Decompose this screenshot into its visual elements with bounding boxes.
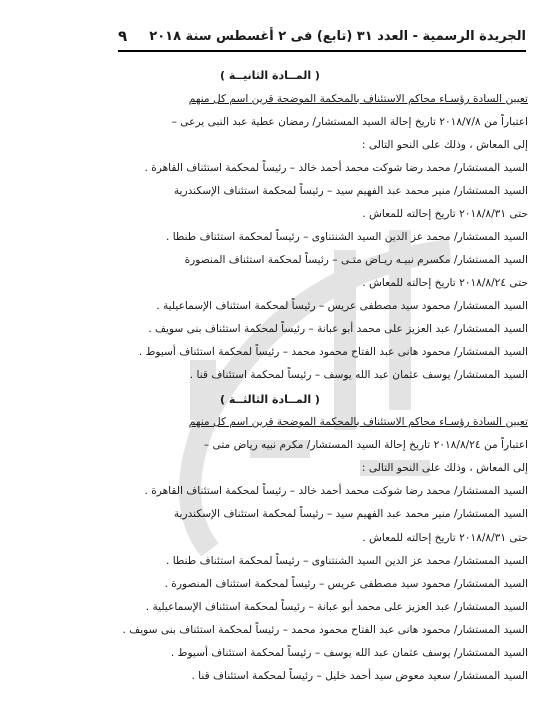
text-line: السيد المستشار/ محمود هانى عبد الفتاح محمود محمد – رئيساً لمحكمة استئناف بنى سويف . xyxy=(122,624,528,636)
text-line: السيد المستشار/ يوسف عثمان عبد الله يوسف – رئيساً لمحكمة استئناف أسيوط . xyxy=(170,647,528,659)
text-line: السيد المستشار/ مكسرم نبيـه ريـاض متـى – رئيساً لمحكمة استئناف المنصورة xyxy=(184,254,528,266)
text-line: حتى ٢٠١٨/٨/٣١ تاريخ إحالته للمعاش . xyxy=(362,532,528,544)
text-line: السيد المستشار/ محمود سيد مصطفى عريس – رئيساً لمحكمة استئناف المنصورة . xyxy=(164,578,528,590)
text-line: اعتباراً من ٢٠١٨/٧/٨ تاريخ إحالة السيد المستشار/ رمضان عطية عبد النبى يرعى – xyxy=(171,116,528,128)
text-line: السيد المستشار/ عبد العزيز على محمد أبو عبانة – رئيساً لمحكمة استئناف بنى سويف . xyxy=(148,323,528,335)
text-line: تعيين السادة رؤسـاء محاكم الاستئناف بالمحكمة الموضحة قرين اسم كل منهم xyxy=(188,416,528,428)
text-line: السيد المستشار/ منير محمد عبد الفهيم سيد – رئيساً لمحكمة استئناف الإسكندرية xyxy=(173,185,528,197)
text-line: حتى ٢٠١٨/٨/٣١ تاريخ إحالته للمعاش . xyxy=(362,208,528,220)
text-line: السيد المستشار/ محمد رضا شوكت محمد أحمد خالد – رئيساً لمحكمة استئناف القاهرة . xyxy=(144,485,528,497)
text-line: السيد المستشار/ سعيد معوض سيد أحمد خليل – رئيساً لمحكمة استئناف قنا . xyxy=(191,670,528,682)
text-line: السيد المستشار/ محمود سيد مصطفى عريس – رئيساً لمحكمة استئناف الإسماعيلية . xyxy=(156,300,528,312)
text-line: السيد المستشار/ محمود هانى عبد الفتاح محمود محمد – رئيساً لمحكمة استئناف أسيوط . xyxy=(138,346,528,358)
header-title: الجريدة الرسمية - العدد ٣١ (تابع) فى ٢ أغسطس سنة ٢٠١٨ xyxy=(149,28,526,44)
text-line: السيد المستشار/ منير محمد عبد الفهيم سيد – رئيساً لمحكمة استئناف الإسكندرية xyxy=(173,508,528,520)
page-number: ٩ xyxy=(118,27,128,45)
text-line: إلى المعاش ، وذلك على النحو التالى : xyxy=(361,139,528,151)
text-line: السيد المستشار/ محمد رضا شوكت محمد أحمد خالد – رئيساً لمحكمة استئناف القاهرة . xyxy=(144,162,528,174)
text-line: تعيين السادة رؤسـاء محاكم الاستئناف بالمحكمة الموضحة قرين اسم كل منهم xyxy=(188,93,528,105)
article-heading: ( المــادة الثانيــة ) xyxy=(220,69,320,82)
text-line: حتى ٢٠١٨/٨/٢٤ تاريخ إحالته للمعاش . xyxy=(362,277,528,289)
text-line: السيد المستشار/ يوسف عثمان عبد الله يوسف – رئيساً لمحكمة استئناف قنا . xyxy=(189,369,528,381)
text-line: السيد المستشار/ عبد العزيز على محمد أبو عبانة – رئيساً لمحكمة استئناف الإسماعيلية . xyxy=(145,601,528,613)
article-heading: ( المــادة الثالثــة ) xyxy=(220,393,320,406)
text-line: السيد المستشار/ محمد عز الدين السيد الشنتناوى – رئيساً لمحكمة استئناف طنطا . xyxy=(165,231,528,243)
text-line: اعتباراً من ٢٠١٨/٨/٢٤ تاريخ إحالة السيد المستشار/ مكرم نبيه رياض متى – xyxy=(203,439,528,451)
text-line: إلى المعاش ، وذلك على النحو التالى : xyxy=(361,462,528,474)
text-line: السيد المستشار/ محمد عز الدين السيد الشنتناوى – رئيساً لمحكمة استئناف طنطا . xyxy=(165,555,528,567)
